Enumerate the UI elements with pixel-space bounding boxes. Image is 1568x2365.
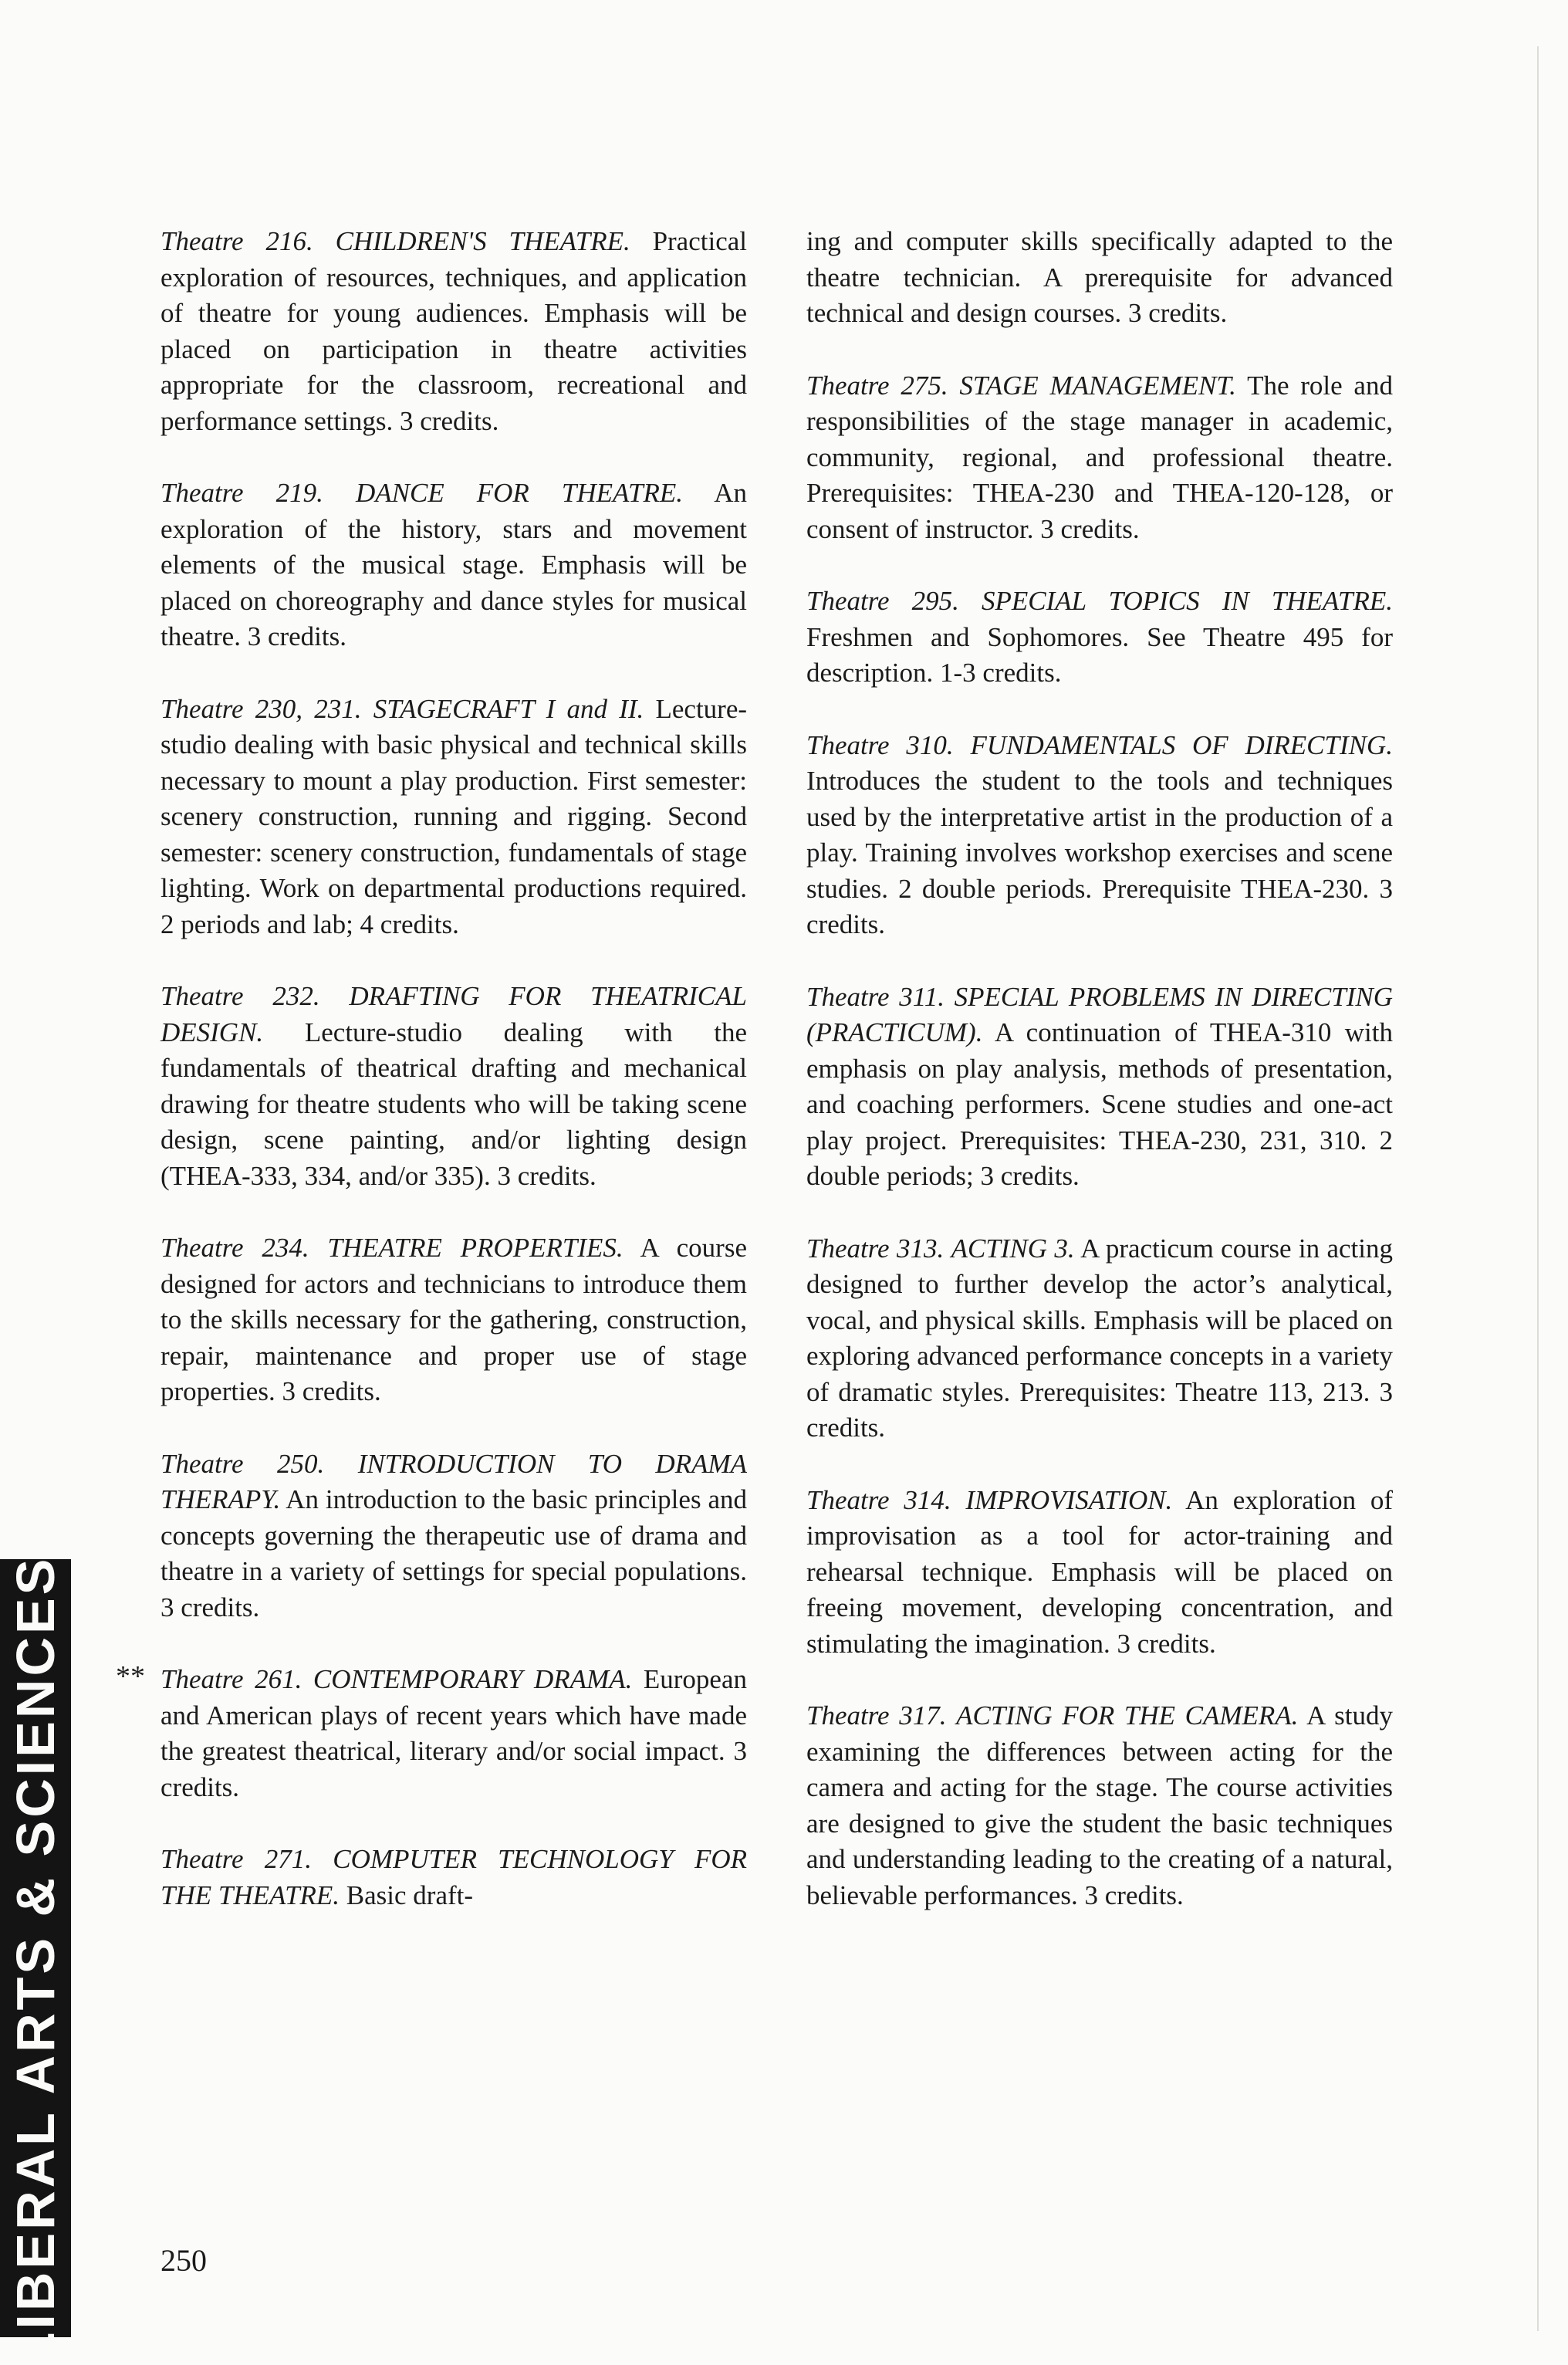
course-number: Theatre 311.: [806, 981, 945, 1012]
course-description: A course designed for actors and technicians to introduce them to the skills necessary for the gathering, construction, repair, maintenance and proper use of stage properties. 3 credits.: [161, 1233, 747, 1406]
course-title: STAGECRAFT I and II.: [373, 693, 644, 724]
course-number: Theatre 310.: [806, 729, 954, 760]
left-column: [116, 224, 748, 1950]
course-entry: [806, 728, 1393, 943]
course-description: Introduces the student to the tools and techniques used by the interpretative artist in the production of a play. Training involves workshop exercises and scene studies. 2 double periods. Prerequisite THEA-230. 3 credits.: [806, 766, 1393, 939]
course-description: Basic draft-: [346, 1879, 474, 1910]
course-description: A study examining the differences between acting for the camera and acting for the stage. The course activities are designed to give the student the basic techniques and understanding leading to the creating of a natural, believable performances. 3 credits.: [806, 1700, 1393, 1910]
course-entry: [161, 1842, 747, 1913]
course-number: Theatre 234.: [161, 1233, 309, 1263]
course-title: FUNDAMENTALS OF DIRECTING.: [970, 729, 1393, 760]
course-description: Practical exploration of resources, techniques, and application of theatre for young audiences. Emphasis will be placed on participation in theatre activities appropriate for the classroom, recreational and performance settings. 3 credits.: [161, 226, 747, 436]
course-entry: [161, 475, 747, 655]
course-description: European and American plays of recent years which have made the greatest theatrical, literary and/or social impact. 3 credits.: [161, 1664, 747, 1802]
page-number: 250: [161, 2243, 207, 2278]
course-number: Theatre 216.: [161, 226, 313, 256]
course-number: Theatre 295.: [806, 586, 959, 616]
footnote-marker: **: [116, 1660, 145, 1693]
course-number: Theatre 250.: [161, 1448, 325, 1479]
course-title: SPECIAL PROBLEMS IN DIRECTING (PRACTICUM).: [806, 981, 1393, 1047]
course-description: An introduction to the basic principles and concepts governing the therapeutic use of drama and theatre in a variety of settings for special populations. 3 credits.: [161, 1484, 747, 1622]
section-side-tab-label: LIBERAL ARTS & SCIENCES: [5, 1555, 66, 2365]
course-title: INTRODUCTION TO DRAMA THERAPY.: [161, 1448, 747, 1514]
course-title: CHILDREN'S THEATRE.: [335, 226, 630, 256]
course-title: STAGE MANAGEMENT.: [959, 370, 1236, 401]
course-entry: [806, 1698, 1393, 1913]
course-title: CONTEMPORARY DRAMA.: [313, 1664, 633, 1694]
course-number: Theatre 230, 231.: [161, 693, 362, 724]
course-number: Theatre 317.: [806, 1700, 947, 1731]
course-entry: [806, 584, 1393, 692]
course-number: Theatre 314.: [806, 1484, 951, 1515]
course-title: DANCE FOR THEATRE.: [355, 478, 684, 508]
course-description: A practicum course in acting designed to further develop the actor’s analytical, vocal, and physical skills. Emphasis will be placed on exploring advanced performance concepts in a variety of dramatic styles. Prerequisites: Theatre 113, 213. 3 credits.: [806, 1233, 1393, 1443]
course-entry: [161, 692, 747, 943]
course-title: DRAFTING FOR THEATRICAL DESIGN.: [161, 981, 747, 1047]
course-number: Theatre 275.: [806, 370, 948, 401]
course-description: Lecture-studio dealing with basic physical and technical skills necessary to mount a play production. First semester: scenery construction, running and rigging. Second semester: scenery construction, fundamentals of stage lighting. Work on departmental productions required. 2 periods and lab; 4 credits.: [161, 693, 748, 939]
course-number: Theatre 313.: [806, 1233, 945, 1264]
course-entry: [116, 1660, 747, 1805]
course-entry: [806, 979, 1393, 1195]
course-entry: [161, 979, 747, 1194]
course-description: Lecture-studio dealing with the fundamentals of theatrical drafting and mechanical drawing for theatre students who will be taking scene design, scene painting, and/or lighting design (THEA-333, 334, and/or 335). 3 credits.: [161, 1017, 748, 1191]
course-number: Theatre 232.: [161, 981, 320, 1011]
course-description: A continuation of THEA-310 with emphasis on play analysis, methods of presentation, and coaching performers. Scene studies and one-act play project. Prerequisites: THEA-230, 231, 310. 2 double periods; 3 credits.: [806, 1017, 1393, 1191]
course-entry: [806, 1231, 1393, 1446]
course-title: ACTING 3.: [951, 1233, 1075, 1264]
course-description: ing and computer skills specifically adapted to the theatre technician. A prerequisite for advanced technical and design courses. 3 credits.: [806, 226, 1393, 328]
course-title: ACTING FOR THE CAMERA.: [956, 1700, 1299, 1731]
course-title: SPECIAL TOPICS IN THEATRE.: [982, 586, 1393, 616]
course-entry: [161, 224, 747, 439]
course-description: An exploration of improvisation as a tool for actor-training and rehearsal technique. Emphasis will be placed on freeing movement, developing concentration, and stimulating the imagination. 3 credits.: [806, 1484, 1394, 1659]
course-entry: [806, 1483, 1393, 1663]
page-edge-line: [1537, 46, 1539, 2331]
course-description: Freshmen and Sophomores. See Theatre 495 for description. 1-3 credits.: [806, 621, 1393, 688]
course-entry: [806, 368, 1393, 548]
course-number: Theatre 271.: [161, 1844, 313, 1874]
course-entry: [161, 1230, 747, 1410]
course-title: COMPUTER TECHNOLOGY FOR THE THEATRE.: [161, 1844, 748, 1910]
course-description: The role and responsibilities of the stage manager in academic, community, regional, and professional theatre. Prerequisites: THEA-230 and THEA-120-128, or consent of instructor. 3 credits.: [806, 370, 1393, 544]
course-title: THEATRE PROPERTIES.: [327, 1233, 623, 1263]
course-entry: [161, 1446, 747, 1626]
course-title: IMPROVISATION.: [965, 1484, 1173, 1515]
course-number: Theatre 219.: [161, 478, 323, 508]
course-entry: [806, 224, 1393, 332]
course-number: Theatre 261.: [161, 1664, 302, 1694]
course-description: An exploration of the history, stars and movement elements of the musical stage. Emphasis will be placed on choreography and dance styles for musical theatre. 3 credits.: [161, 478, 747, 651]
right-column: [806, 224, 1393, 1950]
